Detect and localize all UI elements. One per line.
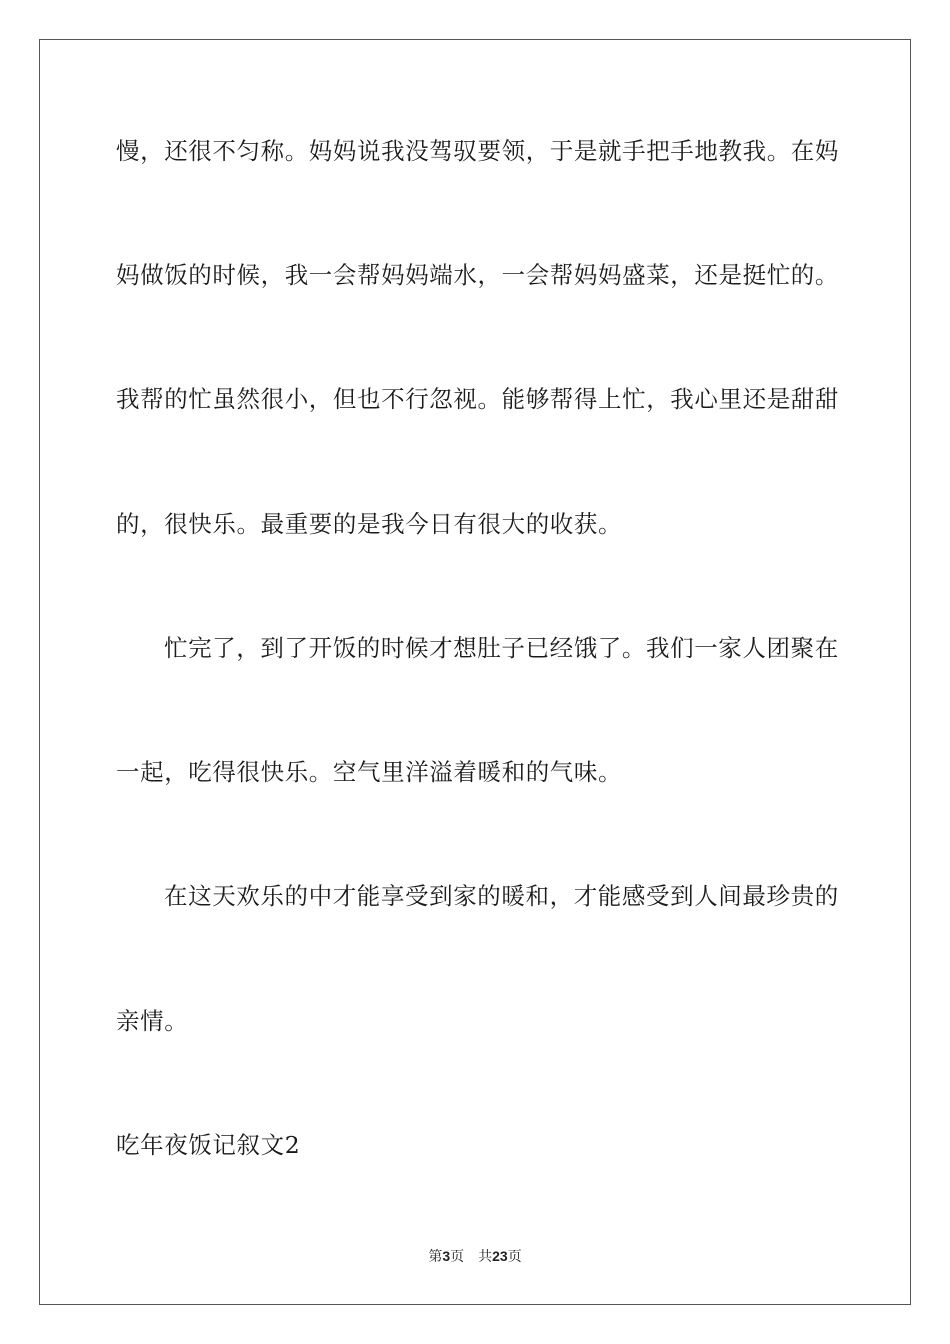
paragraph-line: 忙完了，到了开饭的时候才想肚子已经饿了。我们一家人团聚在: [164, 634, 839, 662]
page-border: [39, 39, 911, 1305]
paragraph-line: 亲情。: [116, 1007, 189, 1035]
paragraph-line: 妈做饭的时候，我一会帮妈妈端水，一会帮妈妈盛菜，还是挺忙的。: [116, 261, 839, 289]
page-number: 3: [442, 1248, 451, 1264]
paragraph-line: 一起，吃得很快乐。空气里洋溢着暖和的气味。: [116, 758, 623, 786]
paragraph-line: 我帮的忙虽然很小，但也不行忽视。能够帮得上忙，我心里还是甜甜: [116, 385, 839, 413]
page-prefix: 第: [428, 1249, 443, 1265]
page-footer: [0, 1246, 950, 1267]
paragraph-line: 的，很快乐。最重要的是我今日有很大的收获。: [116, 510, 623, 538]
section-heading: 吃年夜饭记叙文2: [116, 1131, 301, 1159]
total-suffix: 页: [507, 1249, 522, 1265]
paragraph-line: 慢，还很不匀称。妈妈说我没驾驭要领，于是就手把手地教我。在妈: [116, 137, 839, 165]
page-suffix: 页: [450, 1249, 465, 1265]
paragraph-line: 在这天欢乐的中才能享受到家的暖和，才能感受到人间最珍贵的: [164, 882, 839, 910]
total-pages: 23: [492, 1248, 508, 1264]
total-prefix: 共: [478, 1249, 493, 1265]
